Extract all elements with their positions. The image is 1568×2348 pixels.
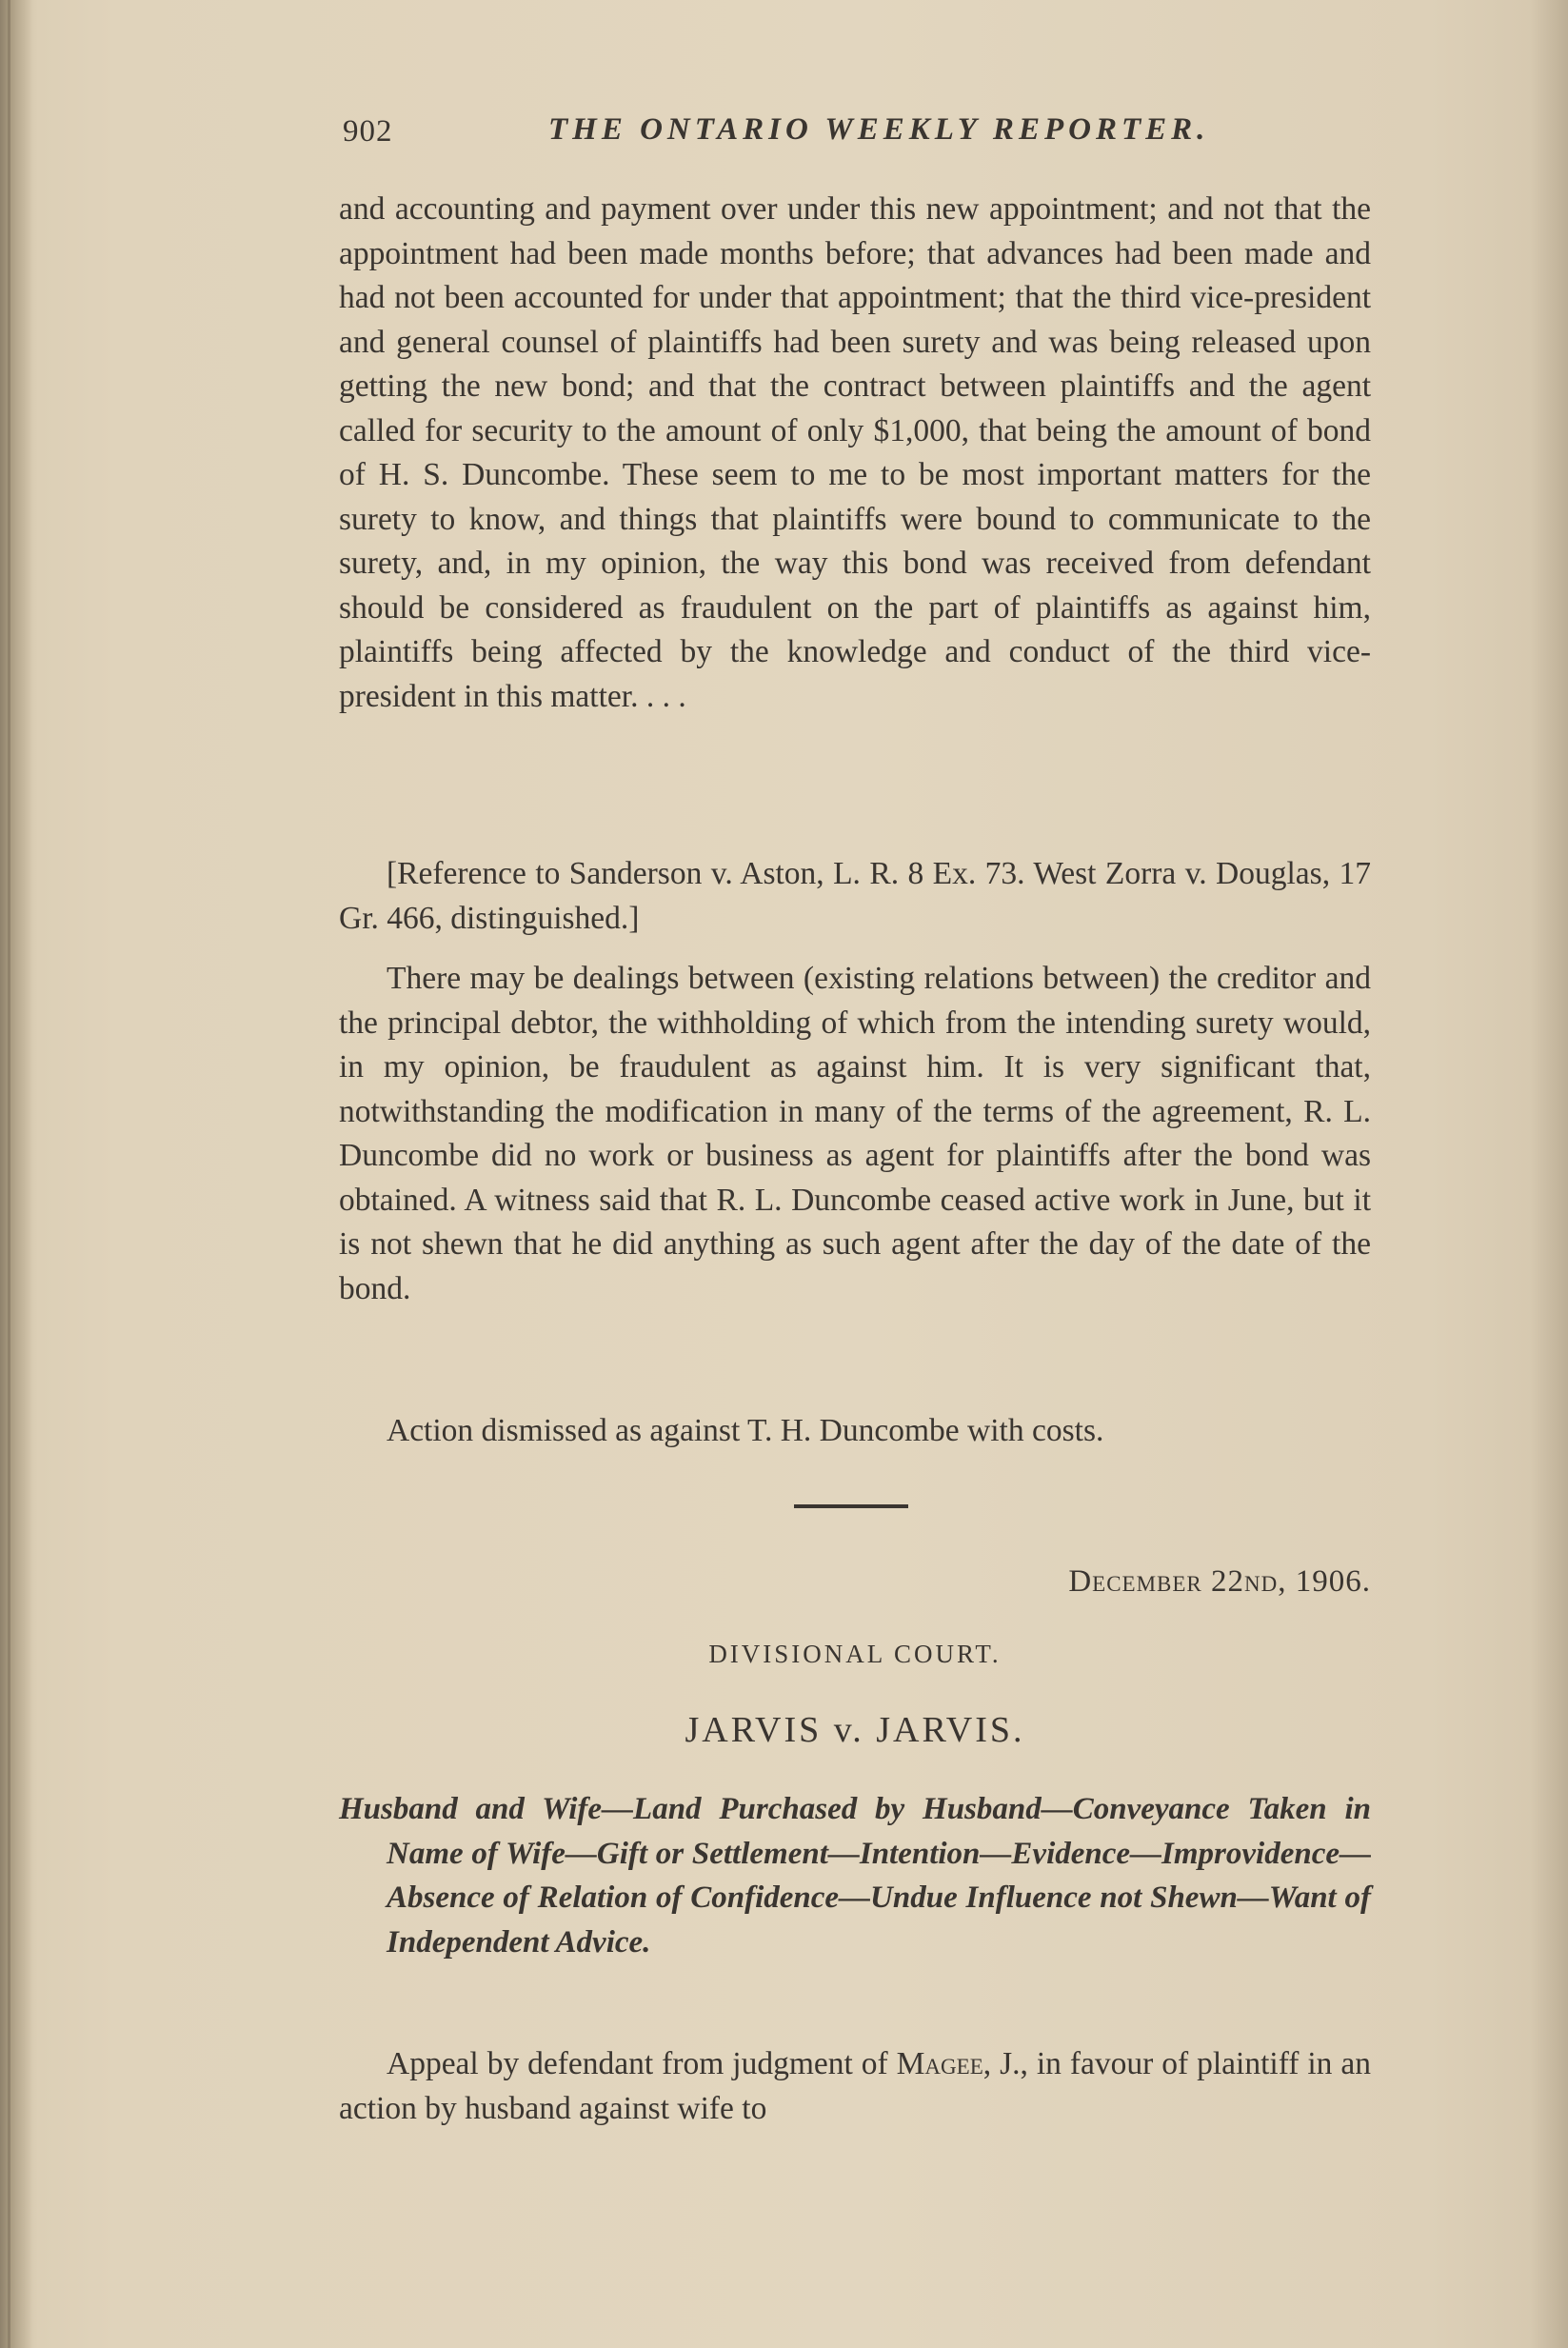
case-title: JARVIS v. JARVIS.	[685, 1710, 1025, 1750]
dealings-paragraph: There may be dealings between (existing relations between) the creditor and the principal debtor, the withholding of which from the intending surety would, in my opinion, be fraudulent as against him. It is very significant that, notwithstanding the modification in many of the terms of the agreement, R. L. Duncombe did no work or business as agent for plaintiffs after the bond was obtained. A witness said that R. L. Duncombe ceased active work in June, but it is not shewn that he did anything as such agent after the day of the date of the bond.	[339, 961, 1371, 1306]
decision-date: December 22nd, 1906.	[1068, 1564, 1371, 1599]
judge-name: Magee	[896, 2046, 983, 2081]
binding-fold-line	[8, 0, 10, 2348]
book-binding-edge	[0, 0, 32, 2348]
appeal-text-start: Appeal by defendant from judgment of	[387, 2046, 897, 2081]
headnote: Husband and Wife—Land Purchased by Husband—Conveyance Taken in Name of Wife—Gift or Settlement—Intention—Evidence—Improvidence—Absence of Relation of Confidence—Undue Influence not Shewn—Want of Independent Advice.	[339, 1792, 1371, 1960]
section-divider	[794, 1504, 908, 1508]
appeal-paragraph	[339, 2042, 1371, 2131]
running-head: THE ONTARIO WEEKLY REPORTER.	[548, 112, 1210, 147]
continuation-paragraph: and accounting and payment over under this new appointment; and not that the appointment had been made months before; that advances had been made and had not been accounted for under that appointment; that the third vice-president and general counsel of plaintiffs had been surety and was being released upon getting the new bond; and that the contract between plaintiffs and the agent called for security to the amount of only $1,000, that being the amount of bond of H. S. Duncombe. These seem to me to be most important matters for the surety to know, and things that plaintiffs were bound to communicate to the surety, and, in my opinion, the way this bond was received from defendant should be considered as fraudulent on the part of plaintiffs as against him, plaintiffs being affected by the knowledge and conduct of the third vice-president in this matter. . . .	[339, 191, 1371, 714]
appeal-text-end: , J., in favour of plaintiff in an action by husband against wife to	[339, 2046, 1372, 2126]
page-header	[339, 107, 1291, 154]
dismissal-paragraph: Action dismissed as against T. H. Duncombe with costs.	[387, 1413, 1104, 1448]
page-number: 902	[343, 114, 393, 149]
court-name: DIVISIONAL COURT.	[708, 1640, 1002, 1668]
reference-paragraph: [Reference to Sanderson v. Aston, L. R. 8 Ex. 73. West Zorra v. Douglas, 17 Gr. 466, distinguished.]	[339, 856, 1371, 936]
page-edge-shadow	[1530, 0, 1568, 2348]
